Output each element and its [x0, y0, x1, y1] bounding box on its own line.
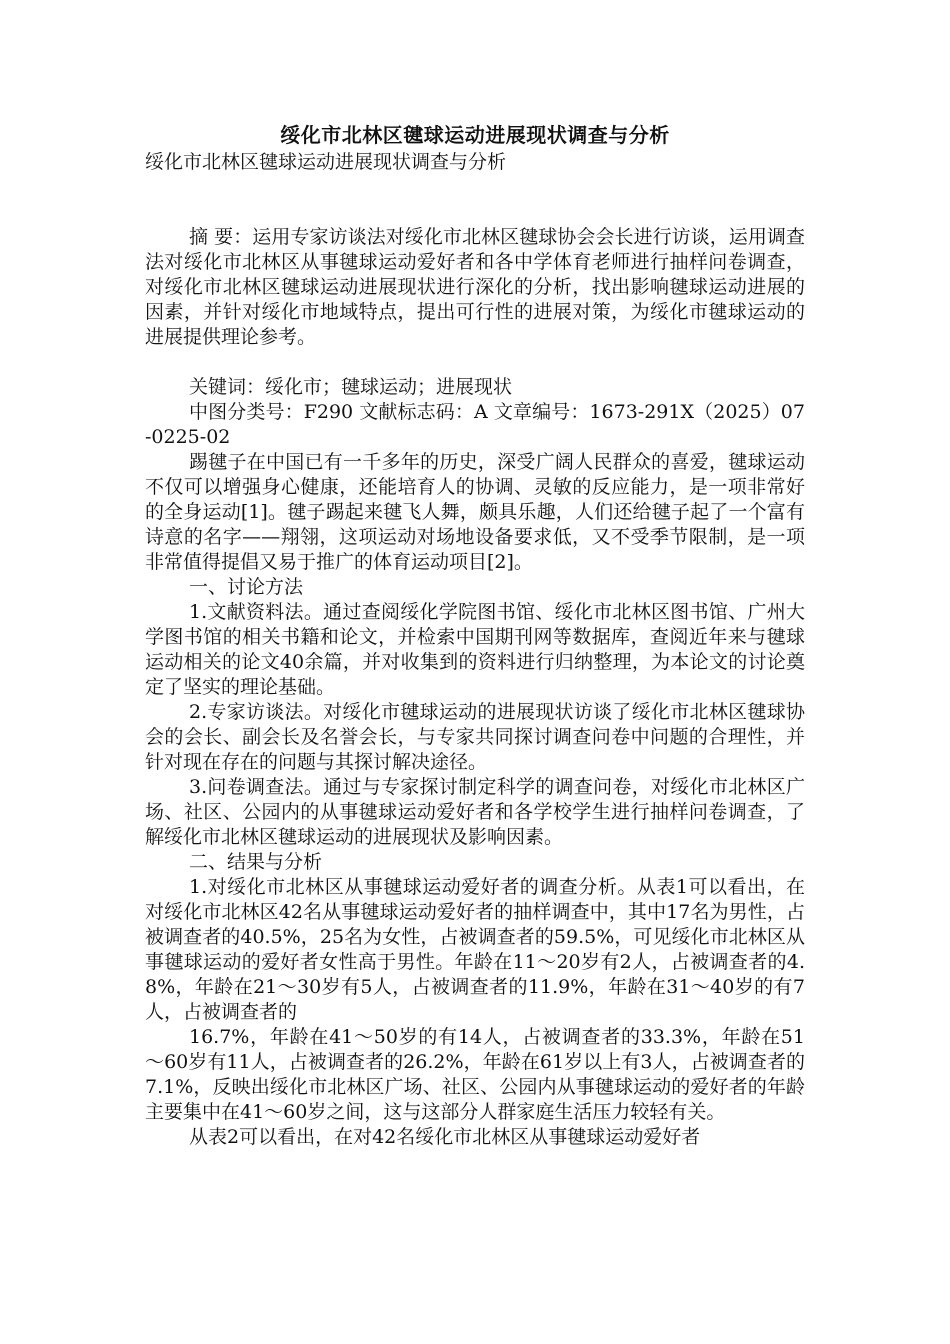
classification-line: 中图分类号：F290 文献标志码：A 文章编号：1673-291X（2025）07-0225-02 [145, 401, 805, 448]
method-interview-paragraph: 2.专家访谈法。对绥化市毽球运动的进展现状访谈了绥化市北林区毽球协会的会长、副会长及名誉会长，与专家共同探讨调查问卷中问题的合理性，并针对现在存在的问题与其探讨解决途径。 [145, 701, 805, 773]
section-heading-results: 二、结果与分析 [189, 851, 323, 873]
method-questionnaire-paragraph: 3.问卷调查法。通过与专家探讨制定科学的调查问卷，对绥化市北林区广场、社区、公园内的从事毽球运动爱好者和各学校学生进行抽样问卷调查，了解绥化市北林区毽球运动的进展现状及影响因素。 [145, 776, 805, 848]
document-subtitle: 绥化市北林区毽球运动进展现状调查与分析 [145, 151, 507, 173]
section-heading-methods: 一、讨论方法 [189, 576, 304, 598]
result-paragraph-1: 1.对绥化市北林区从事毽球运动爱好者的调查分析。从表1可以看出，在对绥化市北林区42名从事毽球运动爱好者的抽样调查中，其中17名为男性，占被调查者的40.5%，25名为女性，占被调查者的59.5%，可见绥化市北林区从事毽球运动的爱好者女性高于男性。年龄在11～20岁有2人，占被调查者的4.8%，年龄在21～30岁有5人，占被调查者的11.9%，年龄在31～40岁的有7人，占被调查者的 [145, 876, 805, 1023]
intro-paragraph: 踢毽子在中国已有一千多年的历史，深受广阔人民群众的喜爱，毽球运动不仅可以增强身心健康，还能培育人的协调、灵敏的反应能力，是一项非常好的全身运动[1]。毽子踢起来毽飞人舞，颇具乐趣，人们还给毽子起了一个富有诗意的名字——翔翎，这项运动对场地设备要求低，又不受季节限制，是一项非常值得提倡又易于推广的体育运动项目[2]。 [145, 451, 805, 573]
document-title: 绥化市北林区毽球运动进展现状调查与分析 [280, 123, 670, 147]
abstract-paragraph: 摘 要：运用专家访谈法对绥化市北林区毽球协会会长进行访谈，运用调查法对绥化市北林区从事毽球运动爱好者和各中学体育老师进行抽样问卷调查，对绥化市北林区毽球运动进展现状进行深化的分析，找出影响毽球运动进展的因素，并针对绥化市地域特点，提出可行性的进展对策，为绥化市毽球运动的进展提供理论参考。 [145, 226, 805, 348]
method-literature-paragraph: 1.文献资料法。通过查阅绥化学院图书馆、绥化市北林区图书馆、广州大学图书馆的相关书籍和论文，并检索中国期刊网等数据库，查阅近年来与毽球运动相关的论文40余篇，并对收集到的资料进行归纳整理，为本论文的讨论奠定了坚实的理论基础。 [145, 601, 805, 698]
result-paragraph-2: 从表2可以看出，在对42名绥化市北林区从事毽球运动爱好者 [189, 1126, 701, 1148]
keywords-line: 关键词：绥化市；毽球运动；进展现状 [189, 376, 513, 398]
result-paragraph-1-continued: 16.7%，年龄在41～50岁的有14人，占被调查者的33.3%，年龄在51～60岁有11人，占被调查者的26.2%，年龄在61岁以上有3人，占被调查者的7.1%，反映出绥化市北林区广场、社区、公园内从事毽球运动的爱好者的年龄主要集中在41～60岁之间，这与这部分人群家庭生活压力较轻有关。 [145, 1026, 805, 1123]
document-body [145, 150, 805, 1150]
